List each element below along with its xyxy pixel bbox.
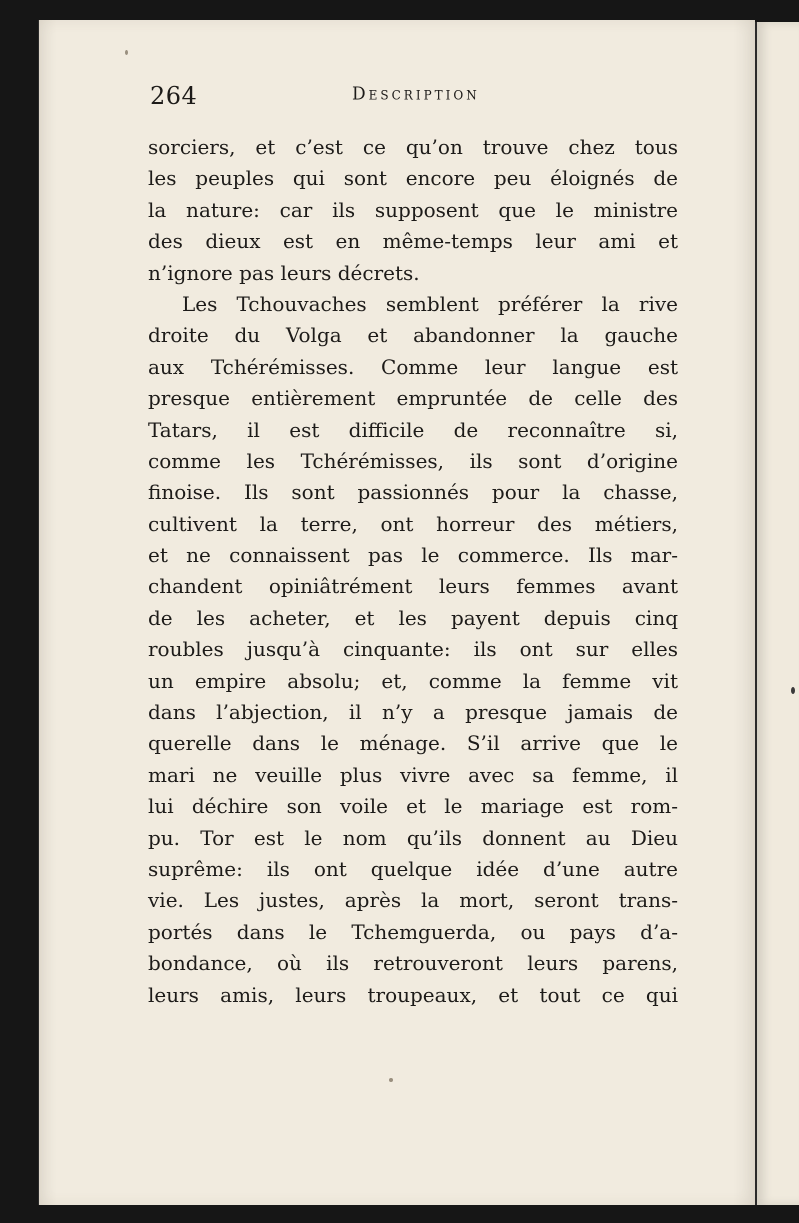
text-line: finoise. Ils sont passionnés pour la chasse, <box>148 480 678 505</box>
text-line: mari ne veuille plus vivre avec sa femme, il <box>148 762 678 787</box>
text-line: dans l’abjection, il n’y a presque jamais de <box>148 700 678 725</box>
text-line: des dieux est en même-temps leur ami et <box>148 229 678 254</box>
text-line: la nature: car ils supposent que le ministre <box>148 197 678 222</box>
text-line: lui déchire son voile et le mariage est rom- <box>148 794 678 819</box>
text-line: un empire absolu; et, comme la femme vit <box>148 668 678 693</box>
text-line: comme les Tchérémisses, ils sont d’origine <box>148 448 678 473</box>
paragraph-first-line: Les Tchouvaches semblent préférer la rive <box>182 291 678 316</box>
text-line: sorciers, et c’est ce qu’on trouve chez tous <box>148 135 678 159</box>
paper-speck <box>125 50 128 55</box>
text-line: querelle dans le ménage. S’il arrive que le <box>148 731 678 756</box>
paper-speck <box>791 687 795 694</box>
text-line: cultivent la terre, ont horreur des métiers, <box>148 511 678 536</box>
text-line: les peuples qui sont encore peu éloignés de <box>148 166 678 191</box>
text-line: pu. Tor est le nom qu’ils donnent au Dieu <box>148 825 678 850</box>
text-line: droite du Volga et abandonner la gauche <box>148 323 678 348</box>
text-line: vie. Les justes, après la mort, seront trans- <box>148 888 678 913</box>
text-line: presque entièrement empruntée de celle des <box>148 386 678 411</box>
text-line: Tatars, il est difficile de reconnaître si, <box>148 417 678 442</box>
paper-speck <box>389 1078 393 1082</box>
text-line: n’ignore pas leurs décrets. <box>148 260 420 285</box>
text-line: roubles jusqu’à cinquante: ils ont sur elles <box>148 637 678 662</box>
text-line: aux Tchérémisses. Comme leur langue est <box>148 354 678 379</box>
adjacent-page-edge <box>755 22 799 1205</box>
text-line: portés dans le Tchemguerda, ou pays d’a- <box>148 919 678 944</box>
text-line: et ne connaissent pas le commerce. Ils mar- <box>148 543 678 568</box>
body-text <box>148 132 678 1011</box>
text-line: de les acheter, et les payent depuis cinq <box>148 605 678 630</box>
running-title: Description <box>352 83 480 105</box>
text-line: bondance, où ils retrouveront leurs parens, <box>148 951 678 976</box>
page-number: 264 <box>150 82 198 110</box>
text-line: leurs amis, leurs troupeaux, et tout ce qui <box>148 982 678 1007</box>
text-line: suprême: ils ont quelque idée d’une autre <box>148 856 678 881</box>
text-line: chandent opiniâtrément leurs femmes avant <box>148 574 678 599</box>
page-header <box>150 82 690 122</box>
